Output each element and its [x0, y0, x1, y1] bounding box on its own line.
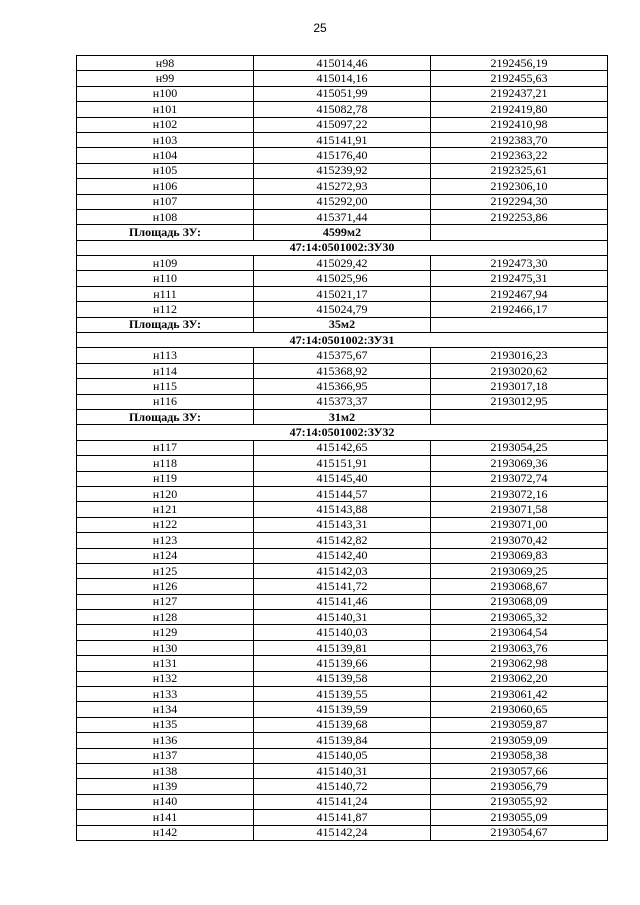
- table-row: [77, 563, 608, 578]
- table-row: [77, 102, 608, 117]
- y-coordinate-cell: 2193071,00: [431, 517, 608, 532]
- point-name-cell: н129: [77, 625, 254, 640]
- table-row: [77, 502, 608, 517]
- x-coordinate-cell: 415141,72: [254, 579, 431, 594]
- table-row: [77, 348, 608, 363]
- area-label-cell: Площадь ЗУ:: [77, 409, 254, 424]
- point-name-cell: н134: [77, 702, 254, 717]
- table-row: [77, 794, 608, 809]
- x-coordinate-cell: 415142,03: [254, 563, 431, 578]
- table-row: [77, 625, 608, 640]
- point-name-cell: н135: [77, 717, 254, 732]
- table-row: [77, 702, 608, 717]
- table-row: [77, 194, 608, 209]
- x-coordinate-cell: 415139,81: [254, 640, 431, 655]
- point-name-cell: н115: [77, 379, 254, 394]
- table-row: [77, 579, 608, 594]
- y-coordinate-cell: 2193056,79: [431, 779, 608, 794]
- table-row: [77, 379, 608, 394]
- y-coordinate-cell: 2193069,25: [431, 563, 608, 578]
- point-name-cell: н108: [77, 209, 254, 224]
- y-coordinate-cell: 2193060,65: [431, 702, 608, 717]
- table-row: [77, 256, 608, 271]
- coordinates-table-body: [77, 56, 608, 841]
- y-coordinate-cell: 2193059,09: [431, 733, 608, 748]
- x-coordinate-cell: 415176,40: [254, 148, 431, 163]
- y-coordinate-cell: 2193065,32: [431, 610, 608, 625]
- x-coordinate-cell: 415143,31: [254, 517, 431, 532]
- table-row: [77, 517, 608, 532]
- x-coordinate-cell: 415141,24: [254, 794, 431, 809]
- point-name-cell: н102: [77, 117, 254, 132]
- point-name-cell: н118: [77, 456, 254, 471]
- y-coordinate-cell: 2192325,61: [431, 163, 608, 178]
- x-coordinate-cell: 415368,92: [254, 363, 431, 378]
- x-coordinate-cell: 415366,95: [254, 379, 431, 394]
- x-coordinate-cell: 415021,17: [254, 286, 431, 301]
- area-label-cell: Площадь ЗУ:: [77, 317, 254, 332]
- area-row: [77, 409, 608, 424]
- y-coordinate-cell: 2193054,25: [431, 440, 608, 455]
- area-value-cell: 4599м2: [254, 225, 431, 240]
- table-row: [77, 671, 608, 686]
- point-name-cell: н126: [77, 579, 254, 594]
- x-coordinate-cell: 415292,00: [254, 194, 431, 209]
- point-name-cell: н111: [77, 286, 254, 301]
- table-row: [77, 825, 608, 840]
- y-coordinate-cell: 2193054,67: [431, 825, 608, 840]
- x-coordinate-cell: 415143,88: [254, 502, 431, 517]
- empty-cell: [431, 317, 608, 332]
- x-coordinate-cell: 415371,44: [254, 209, 431, 224]
- y-coordinate-cell: 2193062,98: [431, 656, 608, 671]
- y-coordinate-cell: 2193061,42: [431, 687, 608, 702]
- plot-header-row: [77, 425, 608, 440]
- plot-id-cell: 47:14:0501002:ЗУ31: [77, 333, 608, 348]
- x-coordinate-cell: 415025,96: [254, 271, 431, 286]
- area-value-cell: 31м2: [254, 409, 431, 424]
- point-name-cell: н116: [77, 394, 254, 409]
- y-coordinate-cell: 2193058,38: [431, 748, 608, 763]
- x-coordinate-cell: 415051,99: [254, 86, 431, 101]
- x-coordinate-cell: 415151,91: [254, 456, 431, 471]
- table-row: [77, 656, 608, 671]
- x-coordinate-cell: 415142,24: [254, 825, 431, 840]
- x-coordinate-cell: 415140,03: [254, 625, 431, 640]
- y-coordinate-cell: 2193017,18: [431, 379, 608, 394]
- x-coordinate-cell: 415139,84: [254, 733, 431, 748]
- y-coordinate-cell: 2192410,98: [431, 117, 608, 132]
- x-coordinate-cell: 415142,82: [254, 533, 431, 548]
- table-row: [77, 117, 608, 132]
- table-row: [77, 271, 608, 286]
- area-value-cell: 35м2: [254, 317, 431, 332]
- y-coordinate-cell: 2192294,30: [431, 194, 608, 209]
- area-row: [77, 225, 608, 240]
- table-row: [77, 209, 608, 224]
- point-name-cell: н131: [77, 656, 254, 671]
- point-name-cell: н120: [77, 486, 254, 501]
- table-row: [77, 610, 608, 625]
- point-name-cell: н110: [77, 271, 254, 286]
- y-coordinate-cell: 2193069,83: [431, 548, 608, 563]
- point-name-cell: н139: [77, 779, 254, 794]
- y-coordinate-cell: 2192475,31: [431, 271, 608, 286]
- table-row: [77, 148, 608, 163]
- y-coordinate-cell: 2192455,63: [431, 71, 608, 86]
- y-coordinate-cell: 2193055,92: [431, 794, 608, 809]
- point-name-cell: н121: [77, 502, 254, 517]
- x-coordinate-cell: 415139,68: [254, 717, 431, 732]
- page-number: 25: [313, 21, 327, 35]
- x-coordinate-cell: 415029,42: [254, 256, 431, 271]
- x-coordinate-cell: 415140,31: [254, 610, 431, 625]
- point-name-cell: н107: [77, 194, 254, 209]
- table-row: [77, 640, 608, 655]
- point-name-cell: н127: [77, 594, 254, 609]
- point-name-cell: н142: [77, 825, 254, 840]
- table-row: [77, 594, 608, 609]
- y-coordinate-cell: 2192306,10: [431, 179, 608, 194]
- table-row: [77, 86, 608, 101]
- y-coordinate-cell: 2193055,09: [431, 810, 608, 825]
- point-name-cell: н114: [77, 363, 254, 378]
- area-label-cell: Площадь ЗУ:: [77, 225, 254, 240]
- x-coordinate-cell: 415373,37: [254, 394, 431, 409]
- table-row: [77, 533, 608, 548]
- y-coordinate-cell: 2193072,16: [431, 486, 608, 501]
- x-coordinate-cell: 415024,79: [254, 302, 431, 317]
- table-row: [77, 456, 608, 471]
- y-coordinate-cell: 2192383,70: [431, 132, 608, 147]
- table-row: [77, 163, 608, 178]
- point-name-cell: н136: [77, 733, 254, 748]
- x-coordinate-cell: 415144,57: [254, 486, 431, 501]
- x-coordinate-cell: 415014,16: [254, 71, 431, 86]
- table-row: [77, 779, 608, 794]
- x-coordinate-cell: 415272,93: [254, 179, 431, 194]
- area-row: [77, 317, 608, 332]
- table-row: [77, 548, 608, 563]
- x-coordinate-cell: 415140,05: [254, 748, 431, 763]
- y-coordinate-cell: 2192473,30: [431, 256, 608, 271]
- coordinates-table: [76, 55, 608, 841]
- x-coordinate-cell: 415145,40: [254, 471, 431, 486]
- x-coordinate-cell: 415142,65: [254, 440, 431, 455]
- y-coordinate-cell: 2193012,95: [431, 394, 608, 409]
- x-coordinate-cell: 415375,67: [254, 348, 431, 363]
- point-name-cell: н128: [77, 610, 254, 625]
- y-coordinate-cell: 2193016,23: [431, 348, 608, 363]
- y-coordinate-cell: 2193068,67: [431, 579, 608, 594]
- x-coordinate-cell: 415142,40: [254, 548, 431, 563]
- x-coordinate-cell: 415141,91: [254, 132, 431, 147]
- point-name-cell: н125: [77, 563, 254, 578]
- x-coordinate-cell: 415141,87: [254, 810, 431, 825]
- y-coordinate-cell: 2192467,94: [431, 286, 608, 301]
- table-row: [77, 486, 608, 501]
- y-coordinate-cell: 2192466,17: [431, 302, 608, 317]
- y-coordinate-cell: 2193068,09: [431, 594, 608, 609]
- point-name-cell: н124: [77, 548, 254, 563]
- x-coordinate-cell: 415140,31: [254, 763, 431, 778]
- point-name-cell: н113: [77, 348, 254, 363]
- x-coordinate-cell: 415097,22: [254, 117, 431, 132]
- point-name-cell: н133: [77, 687, 254, 702]
- y-coordinate-cell: 2193062,20: [431, 671, 608, 686]
- y-coordinate-cell: 2193063,76: [431, 640, 608, 655]
- table-row: [77, 471, 608, 486]
- point-name-cell: н99: [77, 71, 254, 86]
- table-row: [77, 302, 608, 317]
- y-coordinate-cell: 2192363,22: [431, 148, 608, 163]
- point-name-cell: н140: [77, 794, 254, 809]
- point-name-cell: н109: [77, 256, 254, 271]
- point-name-cell: н137: [77, 748, 254, 763]
- point-name-cell: н104: [77, 148, 254, 163]
- y-coordinate-cell: 2192419,80: [431, 102, 608, 117]
- table-row: [77, 132, 608, 147]
- table-row: [77, 286, 608, 301]
- point-name-cell: н100: [77, 86, 254, 101]
- table-row: [77, 179, 608, 194]
- table-row: [77, 810, 608, 825]
- x-coordinate-cell: 415140,72: [254, 779, 431, 794]
- point-name-cell: н117: [77, 440, 254, 455]
- table-row: [77, 363, 608, 378]
- plot-id-cell: 47:14:0501002:ЗУ30: [77, 240, 608, 255]
- x-coordinate-cell: 415139,58: [254, 671, 431, 686]
- point-name-cell: н132: [77, 671, 254, 686]
- table-row: [77, 717, 608, 732]
- point-name-cell: н123: [77, 533, 254, 548]
- y-coordinate-cell: 2192437,21: [431, 86, 608, 101]
- x-coordinate-cell: 415082,78: [254, 102, 431, 117]
- table-row: [77, 733, 608, 748]
- plot-header-row: [77, 333, 608, 348]
- y-coordinate-cell: 2193020,62: [431, 363, 608, 378]
- y-coordinate-cell: 2193064,54: [431, 625, 608, 640]
- empty-cell: [431, 409, 608, 424]
- y-coordinate-cell: 2193070,42: [431, 533, 608, 548]
- point-name-cell: н101: [77, 102, 254, 117]
- point-name-cell: н122: [77, 517, 254, 532]
- table-row: [77, 440, 608, 455]
- y-coordinate-cell: 2192456,19: [431, 56, 608, 71]
- plot-header-row: [77, 240, 608, 255]
- point-name-cell: н112: [77, 302, 254, 317]
- y-coordinate-cell: 2192253,86: [431, 209, 608, 224]
- y-coordinate-cell: 2193059,87: [431, 717, 608, 732]
- plot-id-cell: 47:14:0501002:ЗУ32: [77, 425, 608, 440]
- x-coordinate-cell: 415014,46: [254, 56, 431, 71]
- point-name-cell: н130: [77, 640, 254, 655]
- x-coordinate-cell: 415239,92: [254, 163, 431, 178]
- empty-cell: [431, 225, 608, 240]
- y-coordinate-cell: 2193057,66: [431, 763, 608, 778]
- point-name-cell: н119: [77, 471, 254, 486]
- point-name-cell: н105: [77, 163, 254, 178]
- x-coordinate-cell: 415139,59: [254, 702, 431, 717]
- table-row: [77, 394, 608, 409]
- x-coordinate-cell: 415139,66: [254, 656, 431, 671]
- point-name-cell: н106: [77, 179, 254, 194]
- table-row: [77, 71, 608, 86]
- point-name-cell: н98: [77, 56, 254, 71]
- y-coordinate-cell: 2193072,74: [431, 471, 608, 486]
- x-coordinate-cell: 415139,55: [254, 687, 431, 702]
- table-row: [77, 687, 608, 702]
- x-coordinate-cell: 415141,46: [254, 594, 431, 609]
- table-row: [77, 56, 608, 71]
- point-name-cell: н141: [77, 810, 254, 825]
- table-row: [77, 763, 608, 778]
- y-coordinate-cell: 2193071,58: [431, 502, 608, 517]
- point-name-cell: н138: [77, 763, 254, 778]
- y-coordinate-cell: 2193069,36: [431, 456, 608, 471]
- point-name-cell: н103: [77, 132, 254, 147]
- table-row: [77, 748, 608, 763]
